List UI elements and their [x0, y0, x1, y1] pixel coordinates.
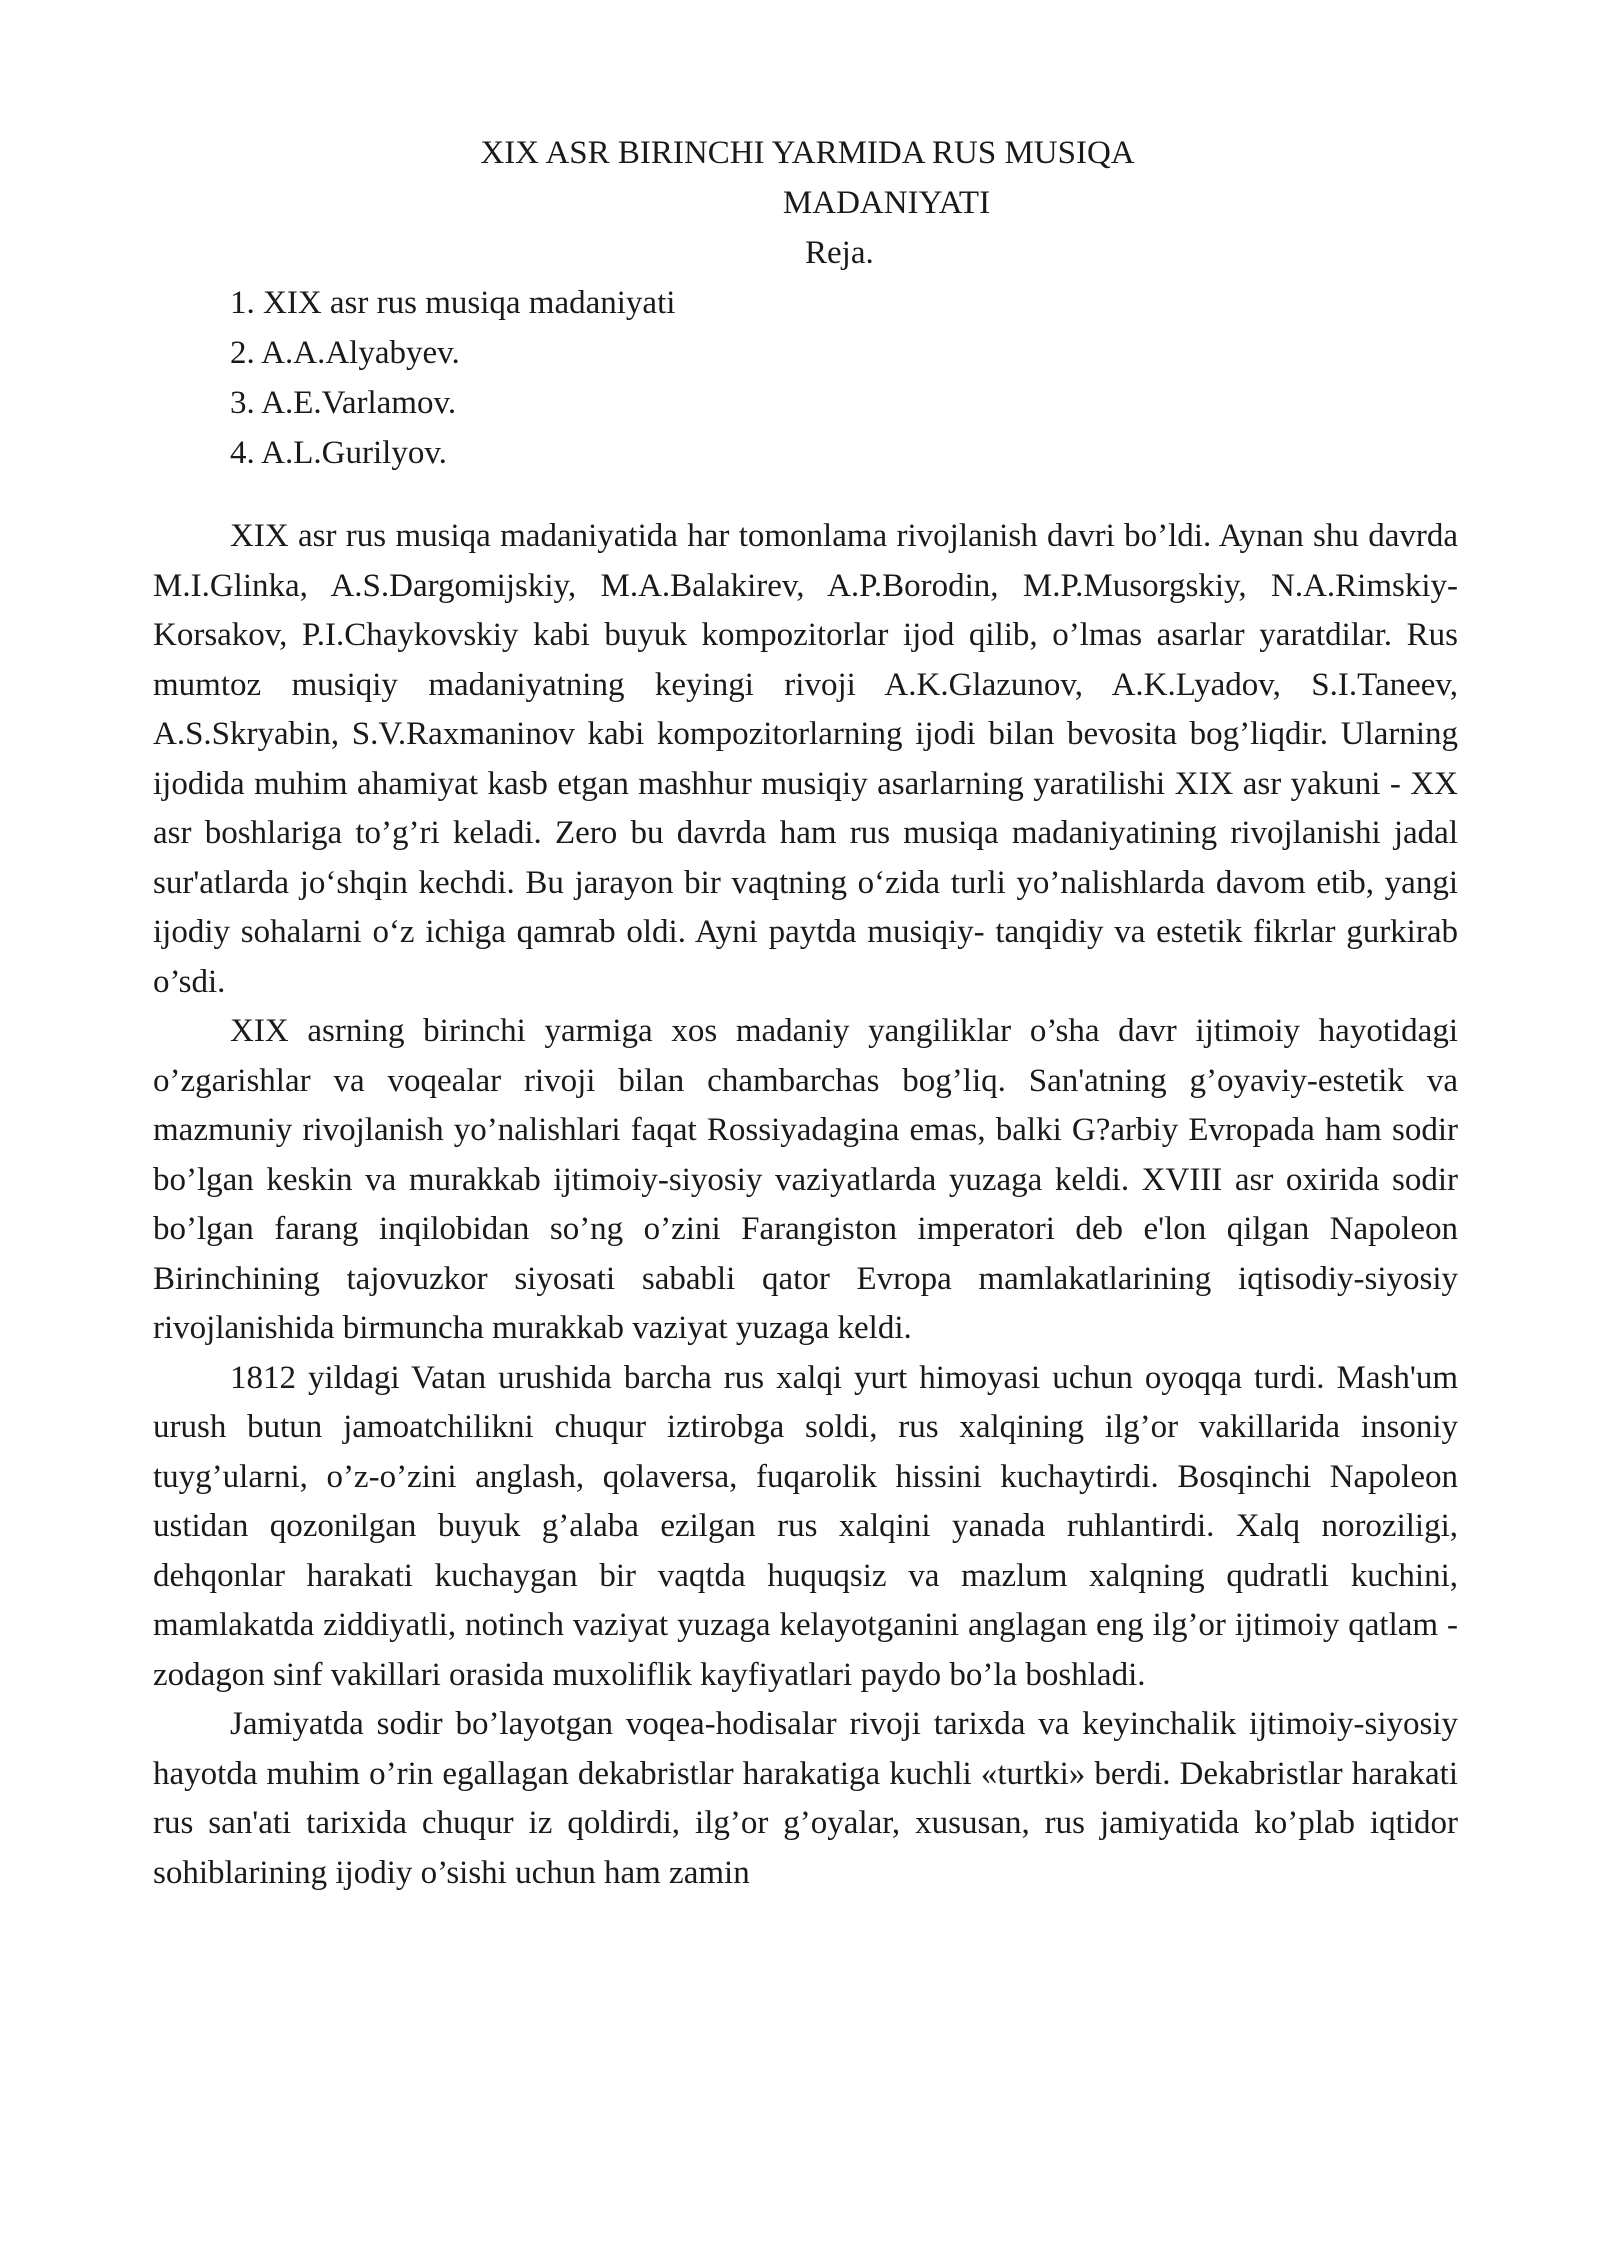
- plan-heading: Reja.: [805, 235, 874, 271]
- document-title-line-2: MADANIYATI: [782, 185, 991, 221]
- plan-item: 4. A.L.Gurilyov.: [230, 435, 447, 471]
- document-title-line-1: XIX ASR BIRINCHI YARMIDA RUS MUSIQA: [480, 135, 1135, 171]
- plan-item: 1. XIX asr rus musiqa madaniyati: [230, 285, 676, 321]
- paragraph: Jamiyatda sodir bo’layotgan voqea-hodisalar rivoji tarixda va keyinchalik ijtimoiy-siyosiy hayotda muhim o’rin egallagan dekabristlar harakatiga kuchli «turtki» berdi. Dekabristlar harakati rus san'ati tarixida chuqur iz qoldirdi, ilg’or g’oyalar, xususan, rus jamiyatida ko’plab iqtidor sohiblarining ijodiy o’sishi uchun ham zamin: [153, 1706, 1458, 1891]
- plan-list: [153, 278, 1458, 478]
- plan-item: 2. A.A.Alyabyev.: [230, 335, 460, 371]
- paragraph: XIX asrning birinchi yarmiga xos madaniy yangiliklar o’sha davr ijtimoiy hayotidagi o’zgarishlar va voqealar rivoji bilan chambarchas bog’liq. San'atning g’oyaviy-estetik va mazmuniy rivojlanish yo’nalishlari faqat Rossiyadagina emas, balki G?arbiy Evropada ham sodir bo’lgan keskin va murakkab ijtimoiy-siyosiy vaziyatlarda yuzaga keldi. XVIII asr oxirida sodir bo’lgan farang inqilobidan so’ng o’zini Farangiston imperatori deb e'lon qilgan Napoleon Birinchining tajovuzkor siyosati sababli qator Evropa mamlakatlarining iqtisodiy-siyosiy rivojlanishida birmuncha murakkab vaziyat yuzaga keldi.: [153, 1013, 1458, 1346]
- body-text: [153, 512, 1458, 1898]
- plan-item: 3. A.E.Varlamov.: [230, 385, 457, 421]
- document-page: [153, 128, 1458, 1898]
- paragraph: XIX asr rus musiqa madaniyatida har tomonlama rivojlanish davri bo’ldi. Aynan shu davrda M.I.Glinka, A.S.Dargomijskiy, M.A.Balakirev, A.P.Borodin, M.P.Musorgskiy, N.A.Rimskiy-Korsakov, P.I.Chaykovskiy kabi buyuk kompozitorlar ijod qilib, o’lmas asarlar yaratdilar. Rus mumtoz musiqiy madaniyatning keyingi rivoji A.K.Glazunov, A.K.Lyadov, S.I.Taneev, A.S.Skryabin, S.V.Raxmaninov kabi kompozitorlarning ijodi bilan bevosita bog’liqdir. Ularning ijodida muhim ahamiyat kasb etgan mashhur musiqiy asarlarning yaratilishi XIX asr yakuni - XX asr boshlariga to’g’ri keladi. Zero bu davrda ham rus musiqa madaniyatining rivojlanishi jadal sur'atlarda jo‘shqin kechdi. Bu jarayon bir vaqtning o‘zida turli yo’nalishlarda davom etib, yangi ijodiy sohalarni o‘z ichiga qamrab oldi. Ayni paytda musiqiy- tanqidiy va estetik fikrlar gurkirab o’sdi.: [153, 518, 1458, 1000]
- paragraph: 1812 yildagi Vatan urushida barcha rus xalqi yurt himoyasi uchun oyoqqa turdi. Mash'um urush butun jamoatchilikni chuqur iztirobga soldi, rus xalqining ilg’or vakillarida insoniy tuyg’ularni, o’z-o’zini anglash, qolaversa, fuqarolik hissini kuchaytirdi. Bosqinchi Napoleon ustidan qozonilgan buyuk g’alaba ezilgan rus xalqini yanada ruhlantirdi. Xalq noroziligi, dehqonlar harakati kuchaygan bir vaqtda huquqsiz va mazlum xalqning qudratli kuchini, mamlakatda ziddiyatli, notinch vaziyat yuzaga kelayotganini anglagan eng ilg’or ijtimoiy qatlam - zodagon sinf vakillari orasida muxoliflik kayfiyatlari paydo bo’la boshladi.: [153, 1359, 1458, 1693]
